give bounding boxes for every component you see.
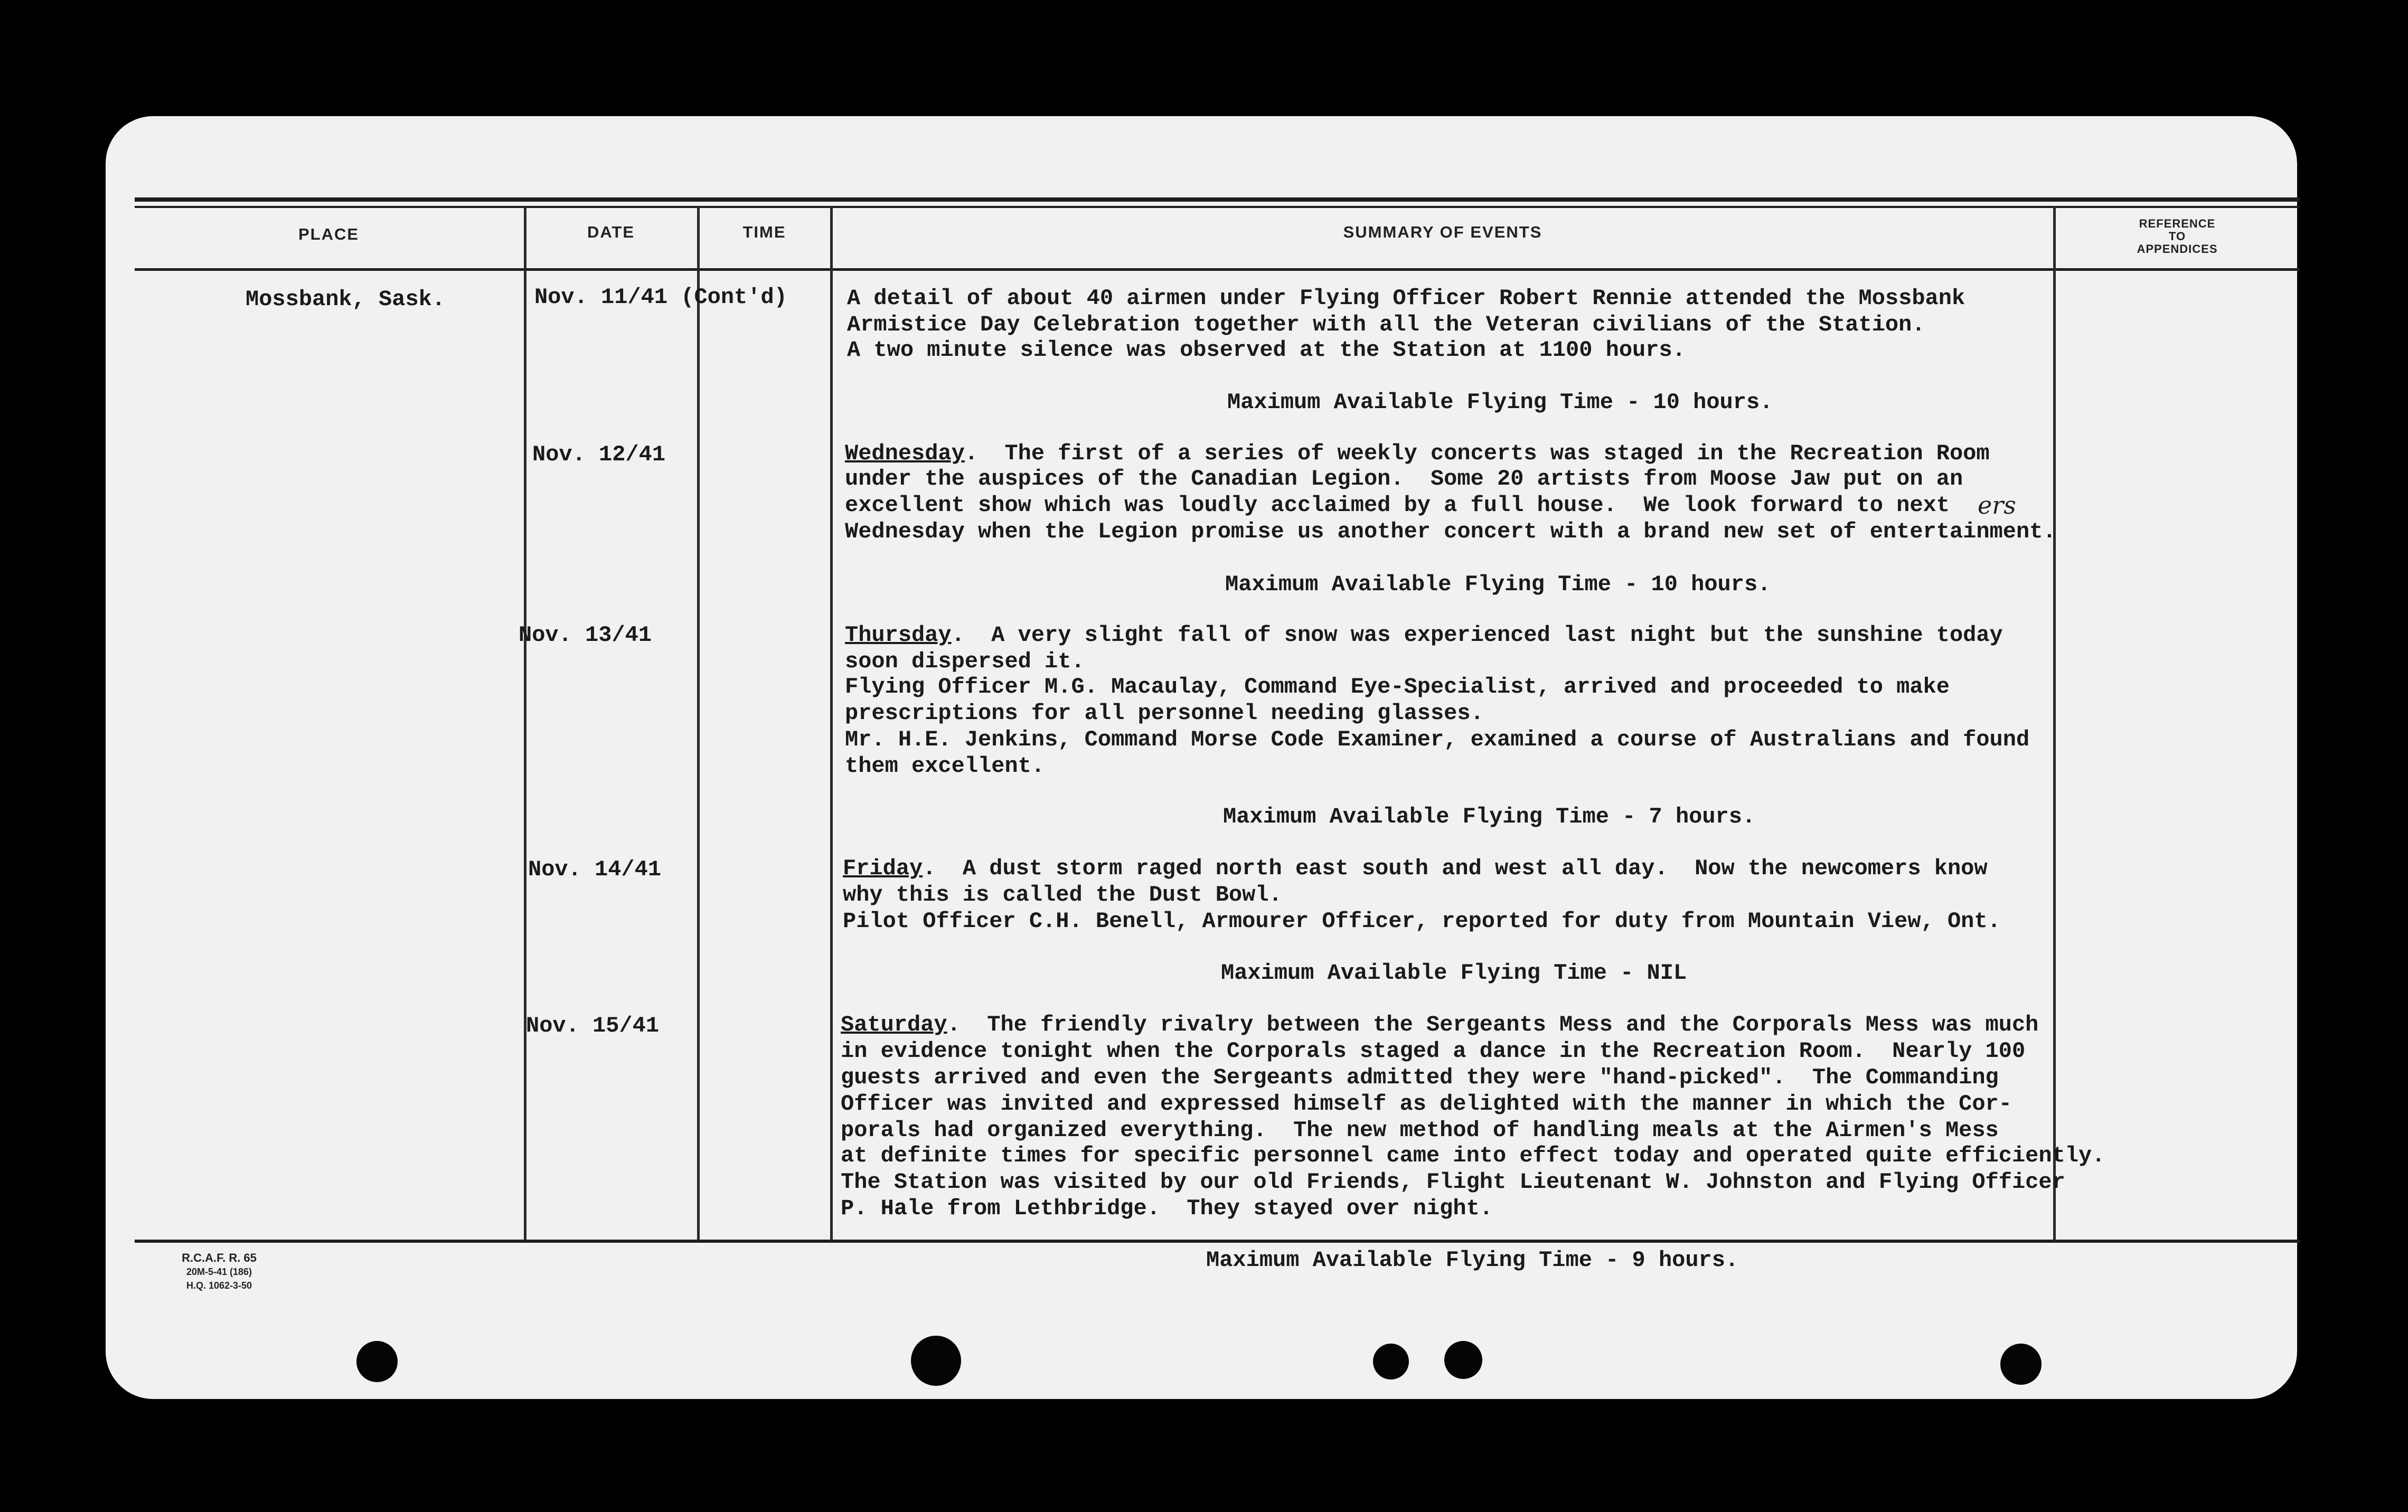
- summary-line: A two minute silence was observed at the Station at 1100 hours.: [847, 337, 1686, 363]
- header-reference-line: REFERENCE: [2139, 217, 2216, 230]
- entry-date: Nov. 11/41 (Cont'd): [534, 285, 787, 310]
- summary-line-rest: . A very slight fall of snow was experienced last night but the sunshine today: [951, 622, 2003, 648]
- punch-hole: [2000, 1344, 2042, 1385]
- top-rule: [135, 197, 2300, 202]
- summary-line: [845, 622, 2003, 648]
- punch-hole: [356, 1341, 398, 1382]
- top-rule-2: [135, 206, 2300, 208]
- weekday: Friday: [843, 856, 923, 881]
- header-reference-line: TO: [2168, 230, 2186, 243]
- summary-line: [843, 855, 1988, 882]
- handwritten-correction: ers: [1978, 491, 2016, 519]
- weekday: Wednesday: [845, 441, 965, 466]
- summary-line: Pilot Officer C.H. Benell, Armourer Officer, reported for duty from Mountain View, Ont.: [843, 909, 2001, 934]
- header-time: TIME: [742, 223, 786, 241]
- summary-line: prescriptions for all personnel needing glasses.: [845, 701, 1484, 726]
- summary-line: P. Hale from Lethbridge. They stayed over night.: [841, 1196, 1493, 1221]
- form-id-line: 20M-5-41 (186): [186, 1267, 252, 1277]
- header-reference: [2056, 218, 2299, 256]
- bottom-rule: [135, 1240, 2300, 1243]
- form-id: [158, 1251, 280, 1292]
- col-line-date: [697, 206, 700, 1241]
- summary-line: porals had organized everything. The new method of handling meals at the Airmen's Mess: [841, 1118, 1999, 1143]
- col-line-place: [524, 206, 526, 1241]
- header-place: PLACE: [298, 225, 360, 243]
- summary-line: soon dispersed it.: [845, 649, 1085, 674]
- summary-line: The Station was visited by our old Friends, Flight Lieutenant W. Johnston and Flying Officer: [841, 1169, 2065, 1195]
- summary-line: under the auspices of the Canadian Legion. Some 20 artists from Moose Jaw put on an: [845, 466, 1963, 492]
- entry-date: Nov. 13/41: [519, 622, 652, 648]
- summary-line: A detail of about 40 airmen under Flying Officer Robert Rennie attended the Mossbank: [847, 286, 1965, 311]
- punch-hole: [911, 1336, 961, 1386]
- summary-line: Officer was invited and expressed himself as delighted with the manner in which the Cor-: [841, 1091, 2012, 1117]
- punch-hole: [1444, 1341, 1482, 1379]
- form-id-line: R.C.A.F. R. 65: [182, 1251, 257, 1264]
- flying-time: Maximum Available Flying Time - NIL: [1221, 960, 1687, 986]
- summary-line: Wednesday when the Legion promise us another concert with a brand new set of entertainment.: [845, 519, 2056, 544]
- form-id-line: H.Q. 1062-3-50: [186, 1280, 252, 1291]
- header-rule: [135, 268, 2300, 271]
- summary-line: Armistice Day Celebration together with all the Veteran civilians of the Station.: [847, 312, 1925, 337]
- flying-time: Maximum Available Flying Time - 10 hours.: [1227, 390, 1773, 415]
- flying-time: Maximum Available Flying Time - 7 hours.: [1223, 804, 1756, 829]
- flying-time: Maximum Available Flying Time - 10 hours.: [1225, 572, 1771, 597]
- summary-line: excellent show which was loudly acclaimed by a full house. We look forward to next: [845, 493, 1950, 518]
- summary-line-rest: . A dust storm raged north east south and west all day. Now the newcomers know: [923, 856, 1988, 881]
- summary-line: Flying Officer M.G. Macaulay, Command Eye-Specialist, arrived and proceeded to make: [845, 674, 1950, 700]
- place-text: Mossbank, Sask.: [246, 287, 446, 312]
- flying-time: Maximum Available Flying Time - 9 hours.: [1206, 1248, 1739, 1273]
- weekday: Thursday: [845, 622, 952, 648]
- header-reference-line: APPENDICES: [2137, 242, 2218, 256]
- header-date: DATE: [587, 223, 635, 241]
- summary-line: Mr. H.E. Jenkins, Command Morse Code Examiner, examined a course of Australians and found: [845, 727, 2030, 752]
- summary-line: guests arrived and even the Sergeants admitted they were "hand-picked". The Commanding: [841, 1065, 1999, 1090]
- summary-line: them excellent.: [845, 753, 1045, 779]
- summary-line-rest: . The friendly rivalry between the Sergeants Mess and the Corporals Mess was much: [947, 1012, 2039, 1037]
- entry-date: Nov. 12/41: [532, 442, 666, 467]
- entry-date: Nov. 15/41: [526, 1013, 660, 1038]
- summary-line: at definite times for specific personnel came into effect today and operated quite efficiently.: [841, 1143, 2105, 1168]
- entry-date: Nov. 14/41: [528, 857, 662, 882]
- punch-hole: [1373, 1344, 1409, 1379]
- col-line-summary: [2053, 206, 2056, 1241]
- header-summary: SUMMARY OF EVENTS: [1343, 223, 1542, 241]
- weekday: Saturday: [841, 1012, 947, 1037]
- summary-line: [845, 440, 1990, 467]
- summary-line: why this is called the Dust Bowl.: [843, 882, 1282, 908]
- summary-line: in evidence tonight when the Corporals staged a dance in the Recreation Room. Nearly 100: [841, 1038, 2026, 1064]
- summary-line: [841, 1012, 2038, 1038]
- col-line-time: [830, 206, 833, 1241]
- summary-line-rest: . The first of a series of weekly concerts was staged in the Recreation Room: [964, 441, 1990, 466]
